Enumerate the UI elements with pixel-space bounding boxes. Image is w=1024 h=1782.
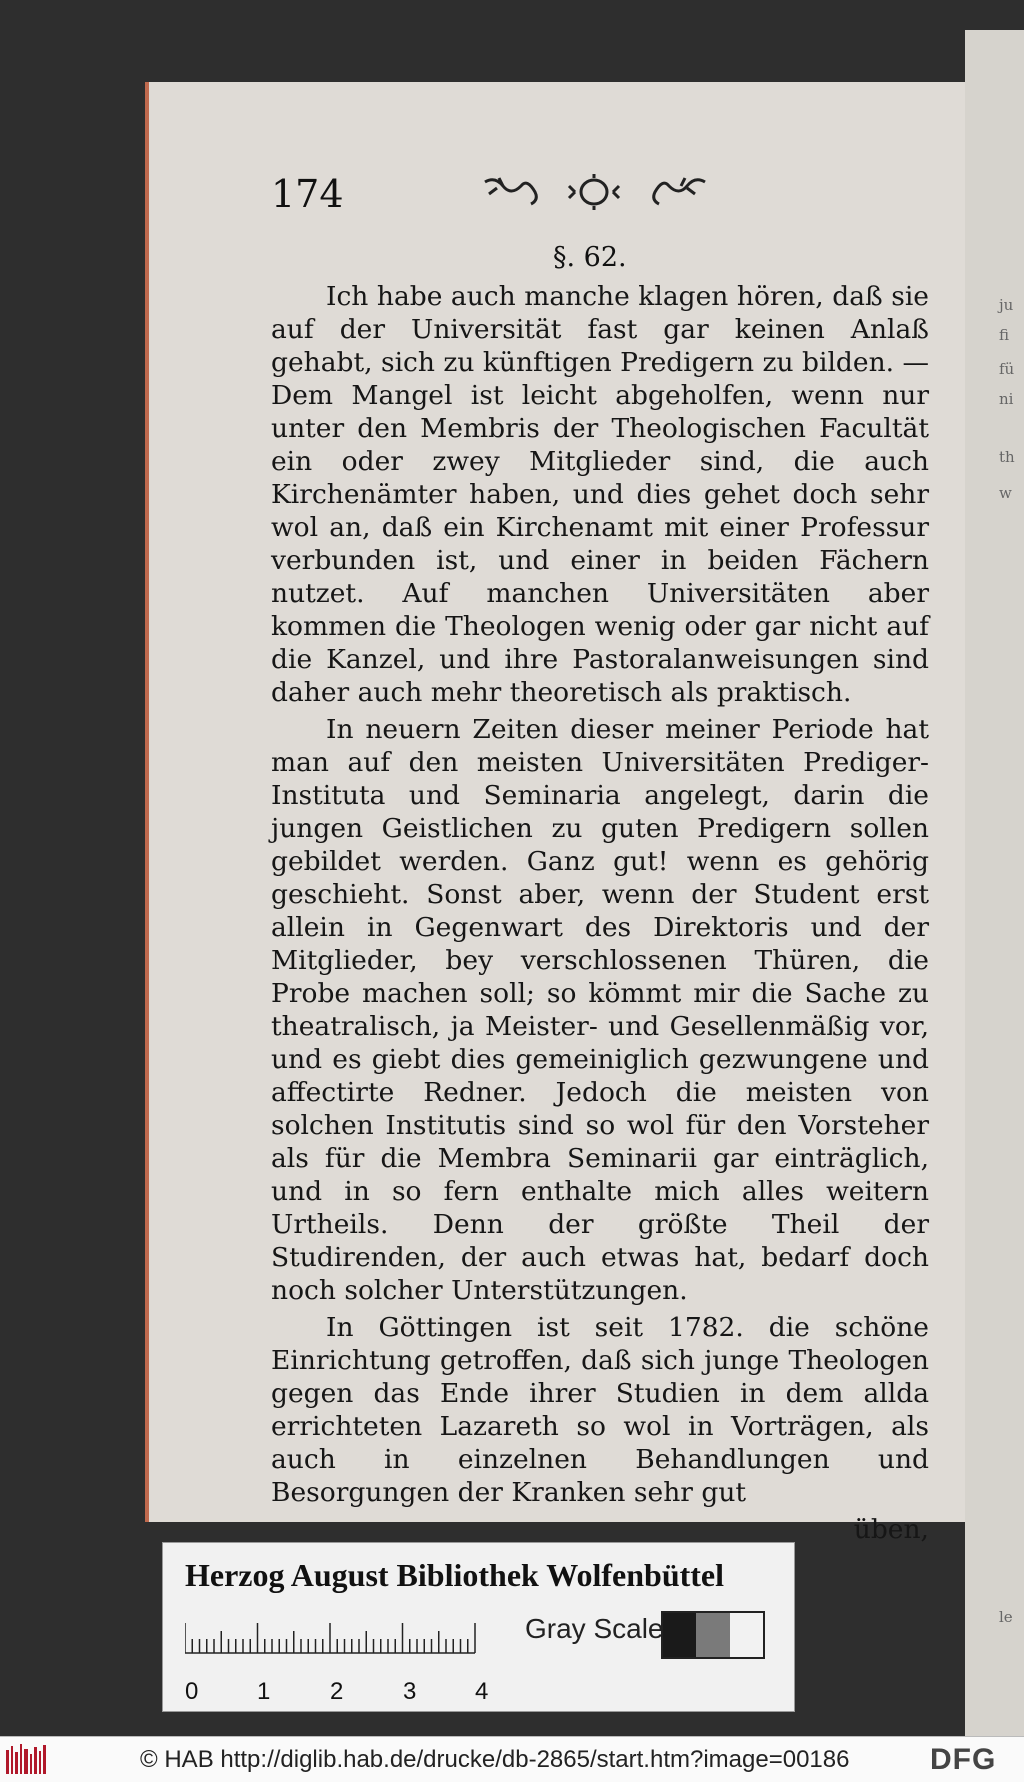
dfg-logo: DFG [930, 1743, 997, 1776]
ornament-icon [479, 172, 709, 212]
ruler-number: 3 [403, 1678, 417, 1703]
ruler-number: 4 [475, 1678, 489, 1703]
gray-scale-swatches [661, 1611, 765, 1659]
gray-scale-label: Gray Scale [525, 1613, 664, 1644]
gray-swatch-dark [663, 1613, 696, 1657]
paragraph: In Göttingen ist seit 1782. die schöne Einrichtung getroffen, daß sich junge Theologen gegen das Ende ihrer Studien in dem allda errichteten Lazareth so wol in Vorträgen, als auch in einzelnen Behandlungen und Besorgungen der Kranken sehr gut [271, 1312, 929, 1508]
gray-swatch-light [730, 1613, 763, 1657]
body-text [271, 280, 929, 1546]
adjacent-page-fragment: le [999, 1608, 1013, 1626]
paragraph: In neuern Zeiten dieser meiner Periode hat man auf den meisten Universitäten Prediger-Instituta und Seminaria angelegt, darin die jungen Geistlichen zu guten Predigern sollen gebildet werden. Ganz gut! wenn es gehörig geschieht. Sonst aber, wenn der Student erst allein in Gegenwart des Direktoris und der Mitglieder, bey verschlossenen Thüren, die Probe machen soll; so kömmt mir die Sache zu theatralisch, ja Meister- und Gesellenmäßig vor, und es giebt dies gemeiniglich gezwungene und affectirte Redner. Jedoch die meisten von solchen Institutis sind so wol für den Vorsteher als für die Membra Seminarii gar einträglich, und in so fern enthalte mich alles weitern Urtheils. Denn der größte Theil der Studirenden, der auch etwas hat, bedarf doch noch solcher Unterstützungen. [271, 714, 929, 1306]
book-page [145, 82, 965, 1545]
gray-swatch-mid [696, 1613, 729, 1657]
adjacent-page-fragment: ni [999, 390, 1014, 408]
adjacent-page-fragment: w [999, 484, 1012, 502]
ruler-number: 1 [257, 1678, 271, 1703]
paragraph: Ich habe auch manche klagen hören, daß sie auf der Universität fast gar keinen Anlaß gehabt, sich zu künftigen Predigern zu bilden. — Dem Mangel ist leicht abgeholfen, wenn nur unter den Membris der Theologischen Facultät ein oder zwey Mitglieder sind, die auch Kirchenämter haben, und dies gehet doch sehr wol an, daß ein Kirchenamt mit einer Professur verbunden ist, und einer in beiden Fächern nutzet. Auf manchen Universitäten aber kommen die Theologen wenig oder gar nicht auf die Kanzel, und ihre Pastoralanweisungen sind daher auch mehr theoretisch als praktisch. [271, 281, 929, 708]
catchword: üben, [853, 1514, 929, 1545]
library-label-card [162, 1542, 795, 1712]
adjacent-page-fragment: fi [999, 326, 1010, 344]
library-name: Herzog August Bibliothek Wolfenbüttel [185, 1557, 725, 1593]
ruler-number: 2 [330, 1678, 344, 1703]
copyright-url: © HAB http://diglib.hab.de/drucke/db-2865/start.htm?image=00186 [140, 1746, 850, 1773]
ruler [185, 1613, 495, 1703]
adjacent-page-fragment: th [999, 448, 1015, 466]
adjacent-page-fragment: fü [999, 360, 1015, 378]
section-heading: §. 62. [553, 242, 627, 273]
page-number: 174 [271, 172, 344, 216]
barcode-icon [6, 1744, 46, 1774]
adjacent-page-fragment: ju [999, 296, 1014, 314]
footer-bar [0, 1736, 1024, 1782]
adjacent-page-strip [965, 30, 1024, 1736]
ruler-number: 0 [185, 1678, 199, 1703]
